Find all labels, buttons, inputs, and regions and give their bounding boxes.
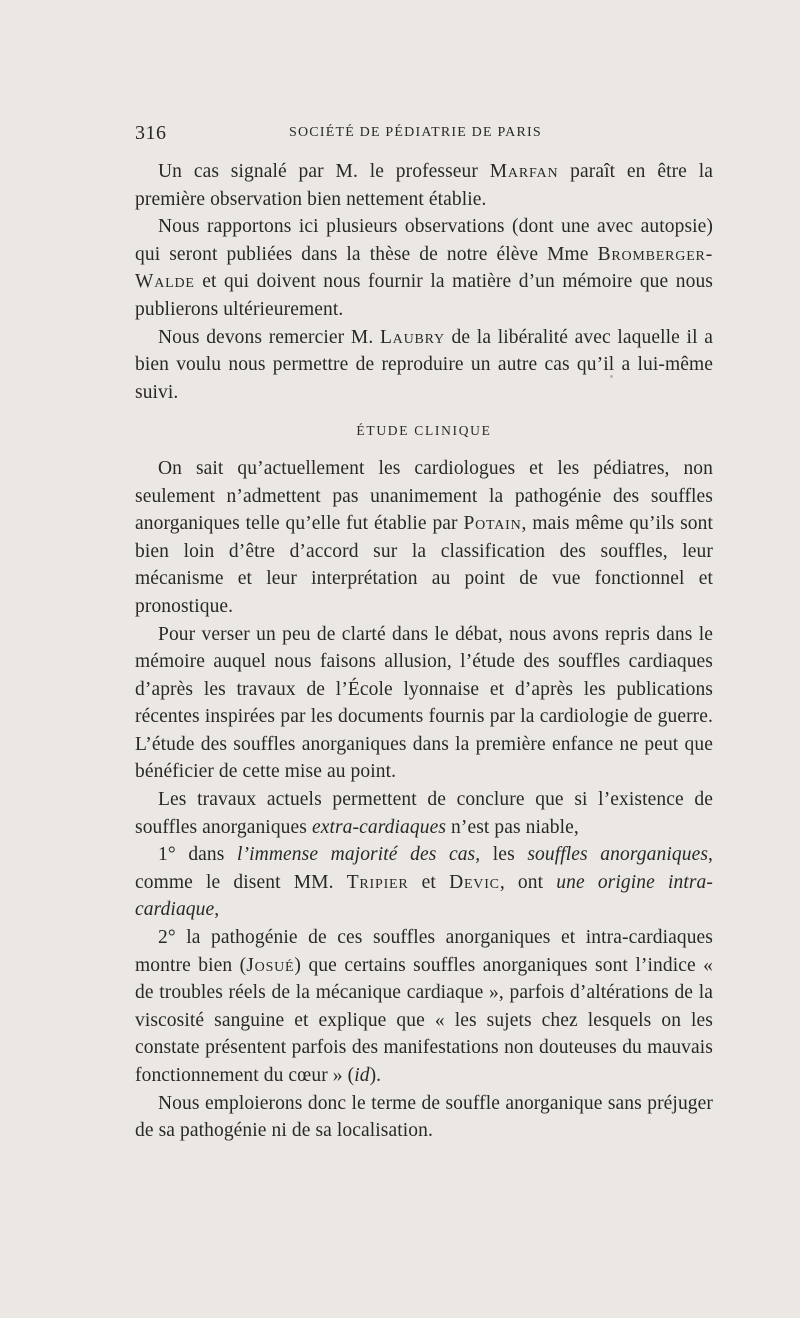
section-heading-clinical-study: ÉTUDE CLINIQUE bbox=[356, 423, 492, 439]
author-name-josue: Josué bbox=[246, 954, 295, 976]
running-title: SOCIÉTÉ DE PÉDIATRIE DE PARIS bbox=[289, 125, 542, 140]
author-name-laubry: Laubry bbox=[379, 326, 445, 348]
author-name-bromberger-walde: Bromberger-Walde bbox=[135, 243, 713, 293]
paper-speck bbox=[610, 375, 613, 378]
author-name-marfan: Marfan bbox=[489, 161, 559, 182]
italic-extra-cardiac: extra-cardiaques bbox=[311, 816, 447, 838]
paragraph-current-work: Les travaux actuels permettent de conclure que si l’existence de souffles anorganiques extra-cardiaques n’est pas niable, bbox=[135, 789, 713, 838]
italic-majority: l’immense majorité des cas bbox=[237, 844, 476, 866]
list-marker-2: 2° bbox=[158, 927, 176, 949]
italic-anorganic-murmurs: souffles anorganiques bbox=[527, 844, 709, 866]
author-name-potain: Potain bbox=[463, 513, 522, 535]
author-name-tripier: Tripier bbox=[346, 871, 409, 893]
italic-intra-cardiac-origin: une origine intra-cardiaque bbox=[135, 871, 713, 921]
page-number: 316 bbox=[135, 122, 167, 144]
italic-id: id bbox=[354, 1065, 370, 1086]
paragraph-acknowledgement: Nous devons remercier M. Laubry de la libéralité avec laquelle il a bien voulu nous permettre de reproduire un autre cas qu’il a lui-même suivi. bbox=[135, 326, 713, 403]
paragraph-pathogenesis: On sait qu’actuellement les cardiologues et les pédiatres, non seulement n’admettent pas unanimement la pathogénie des souffles anorganiques telle qu’elle fut établie par Potain, mais même qu’ils sont bien loin d’être d’accord sur la classification des souffles, leur mécanisme et leur interprétation au point de vue fonctionnel et pronostique. bbox=[135, 457, 713, 617]
numbered-point-1: 1° dans l’immense majorité des cas, les souffles anorganiques, comme le disent MM. Tripier et Devic, ont une origine intra-cardiaque, bbox=[135, 844, 713, 921]
paragraph-terminology: Nous emploierons donc le terme de souffle anorganique sans préjuger de sa pathogénie ni de sa localisation. bbox=[135, 1092, 713, 1142]
article-body bbox=[135, 158, 713, 1145]
author-name-devic: Devic bbox=[449, 871, 500, 893]
paragraph-marfan: Un cas signalé par M. le professeur Marfan paraît en être la première observation bien nettement établie. bbox=[135, 161, 714, 210]
list-marker-1: 1° bbox=[158, 844, 176, 866]
paragraph-clarification: Pour verser un peu de clarté dans le débat, nous avons repris dans le mémoire auquel nous faisons allusion, l’étude des souffles cardiaques d’après les travaux de l’École lyonnaise et d’après les publications récentes inspirées par les documents fournis par la cardiologie de guerre. L’étude des souffles anorganiques dans la première enfance ne peut que bénéficier de cette mise au point. bbox=[135, 623, 713, 783]
running-header bbox=[135, 122, 712, 152]
paragraph-observations: Nous rapportons ici plusieurs observations (dont une avec autopsie) qui seront publiées dans la thèse de notre élève Mme Bromberger-Walde et qui doivent nous fournir la matière d’un mémoire que nous publierons ultérieurement. bbox=[135, 216, 713, 320]
numbered-point-2: 2° la pathogénie de ces souffles anorganiques et intra-cardiaques montre bien (Josué) que certains souffles anorganiques sont l’indice « de troubles réels de la mécanique cardiaque », parfois d’altérations de la viscosité sanguine et explique que « les sujets chez lesquels on les constate présentent parfois des manifestations non douteuses du mauvais fonctionnement du cœur » (id). bbox=[135, 927, 713, 1086]
